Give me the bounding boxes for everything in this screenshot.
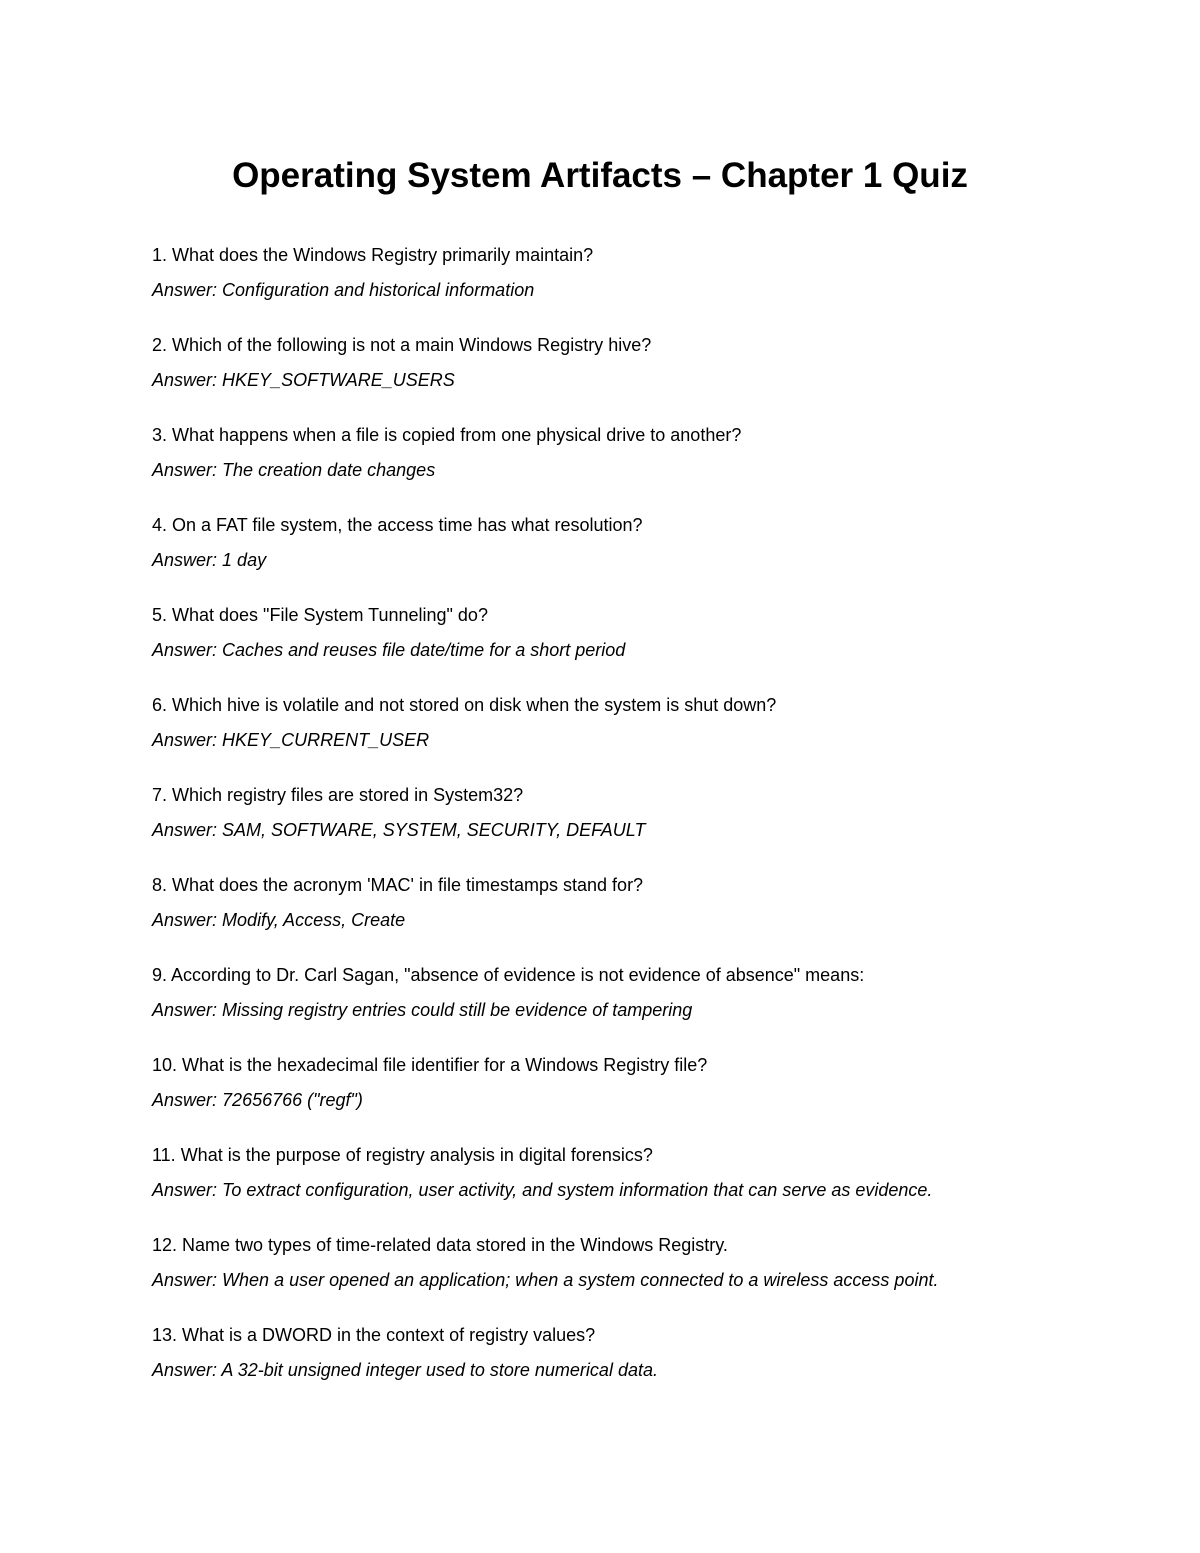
answer-line: [152, 365, 1152, 395]
answer-label: Answer:: [152, 1180, 218, 1200]
quiz-item: [152, 1320, 1152, 1410]
answer-label: Answer:: [152, 460, 218, 480]
answer-line: [152, 545, 1152, 575]
answer-text: Modify, Access, Create: [222, 910, 406, 930]
question-text: 13. What is a DWORD in the context of registry values?: [152, 1325, 596, 1345]
answer-label: Answer:: [152, 280, 218, 300]
quiz-item: [152, 870, 1152, 960]
quiz-item: [152, 960, 1152, 1050]
question-text: 12. Name two types of time-related data stored in the Windows Registry.: [152, 1235, 728, 1255]
answer-text: Configuration and historical information: [222, 280, 535, 300]
answer-text: HKEY_SOFTWARE_USERS: [222, 370, 455, 390]
answer-line: [152, 995, 1152, 1025]
quiz-item: [152, 780, 1152, 870]
question-text: 10. What is the hexadecimal file identifier for a Windows Registry file?: [152, 1055, 708, 1075]
answer-label: Answer:: [152, 1270, 218, 1290]
question-text: 2. Which of the following is not a main Windows Registry hive?: [152, 335, 652, 355]
answer-line: [152, 275, 1152, 305]
answer-text: Caches and reuses file date/time for a short period: [222, 640, 626, 660]
answer-line: [152, 635, 1152, 665]
answer-text: Missing registry entries could still be evidence of tampering: [222, 1000, 693, 1020]
page-title: Operating System Artifacts – Chapter 1 Quiz: [232, 156, 968, 195]
quiz-item: [152, 240, 1152, 330]
quiz-list: [152, 240, 1152, 1410]
answer-line: [152, 725, 1152, 755]
answer-text: The creation date changes: [222, 460, 436, 480]
question-text: 4. On a FAT file system, the access time has what resolution?: [152, 515, 643, 535]
answer-text: 72656766 ("regf"): [222, 1090, 363, 1110]
question-text: 8. What does the acronym 'MAC' in file timestamps stand for?: [152, 875, 644, 895]
answer-line: [152, 815, 1152, 845]
question-text: 6. Which hive is volatile and not stored on disk when the system is shut down?: [152, 695, 777, 715]
answer-text: 1 day: [222, 550, 267, 570]
answer-line: [152, 1175, 1152, 1205]
question-text: 11. What is the purpose of registry analysis in digital forensics?: [152, 1145, 653, 1165]
answer-label: Answer:: [152, 1360, 218, 1380]
answer-label: Answer:: [152, 640, 218, 660]
quiz-item: [152, 1230, 1152, 1320]
answer-text: HKEY_CURRENT_USER: [222, 730, 430, 750]
answer-line: [152, 905, 1152, 935]
answer-text: A 32-bit unsigned integer used to store numerical data.: [221, 1360, 658, 1380]
answer-text: SAM, SOFTWARE, SYSTEM, SECURITY, DEFAULT: [222, 820, 646, 840]
quiz-item: [152, 510, 1152, 600]
answer-line: [152, 1265, 1152, 1295]
answer-label: Answer:: [152, 550, 218, 570]
quiz-item: [152, 690, 1152, 780]
question-text: 9. According to Dr. Carl Sagan, "absence of evidence is not evidence of absence" means:: [152, 965, 865, 985]
answer-line: [152, 1085, 1152, 1115]
quiz-item: [152, 1140, 1152, 1230]
quiz-item: [152, 420, 1152, 510]
answer-label: Answer:: [152, 910, 218, 930]
answer-label: Answer:: [152, 1000, 218, 1020]
answer-line: [152, 1355, 1152, 1385]
answer-label: Answer:: [152, 370, 218, 390]
question-text: 1. What does the Windows Registry primarily maintain?: [152, 245, 594, 265]
answer-label: Answer:: [152, 820, 218, 840]
answer-label: Answer:: [152, 1090, 218, 1110]
answer-line: [152, 455, 1152, 485]
quiz-item: [152, 1050, 1152, 1140]
quiz-item: [152, 330, 1152, 420]
question-text: 7. Which registry files are stored in System32?: [152, 785, 524, 805]
quiz-item: [152, 600, 1152, 690]
question-text: 3. What happens when a file is copied from one physical drive to another?: [152, 425, 742, 445]
answer-text: To extract configuration, user activity, and system information that can serve as evidence.: [222, 1180, 933, 1200]
answer-label: Answer:: [152, 730, 218, 750]
question-text: 5. What does "File System Tunneling" do?: [152, 605, 488, 625]
answer-text: When a user opened an application; when a system connected to a wireless access point.: [222, 1270, 939, 1290]
